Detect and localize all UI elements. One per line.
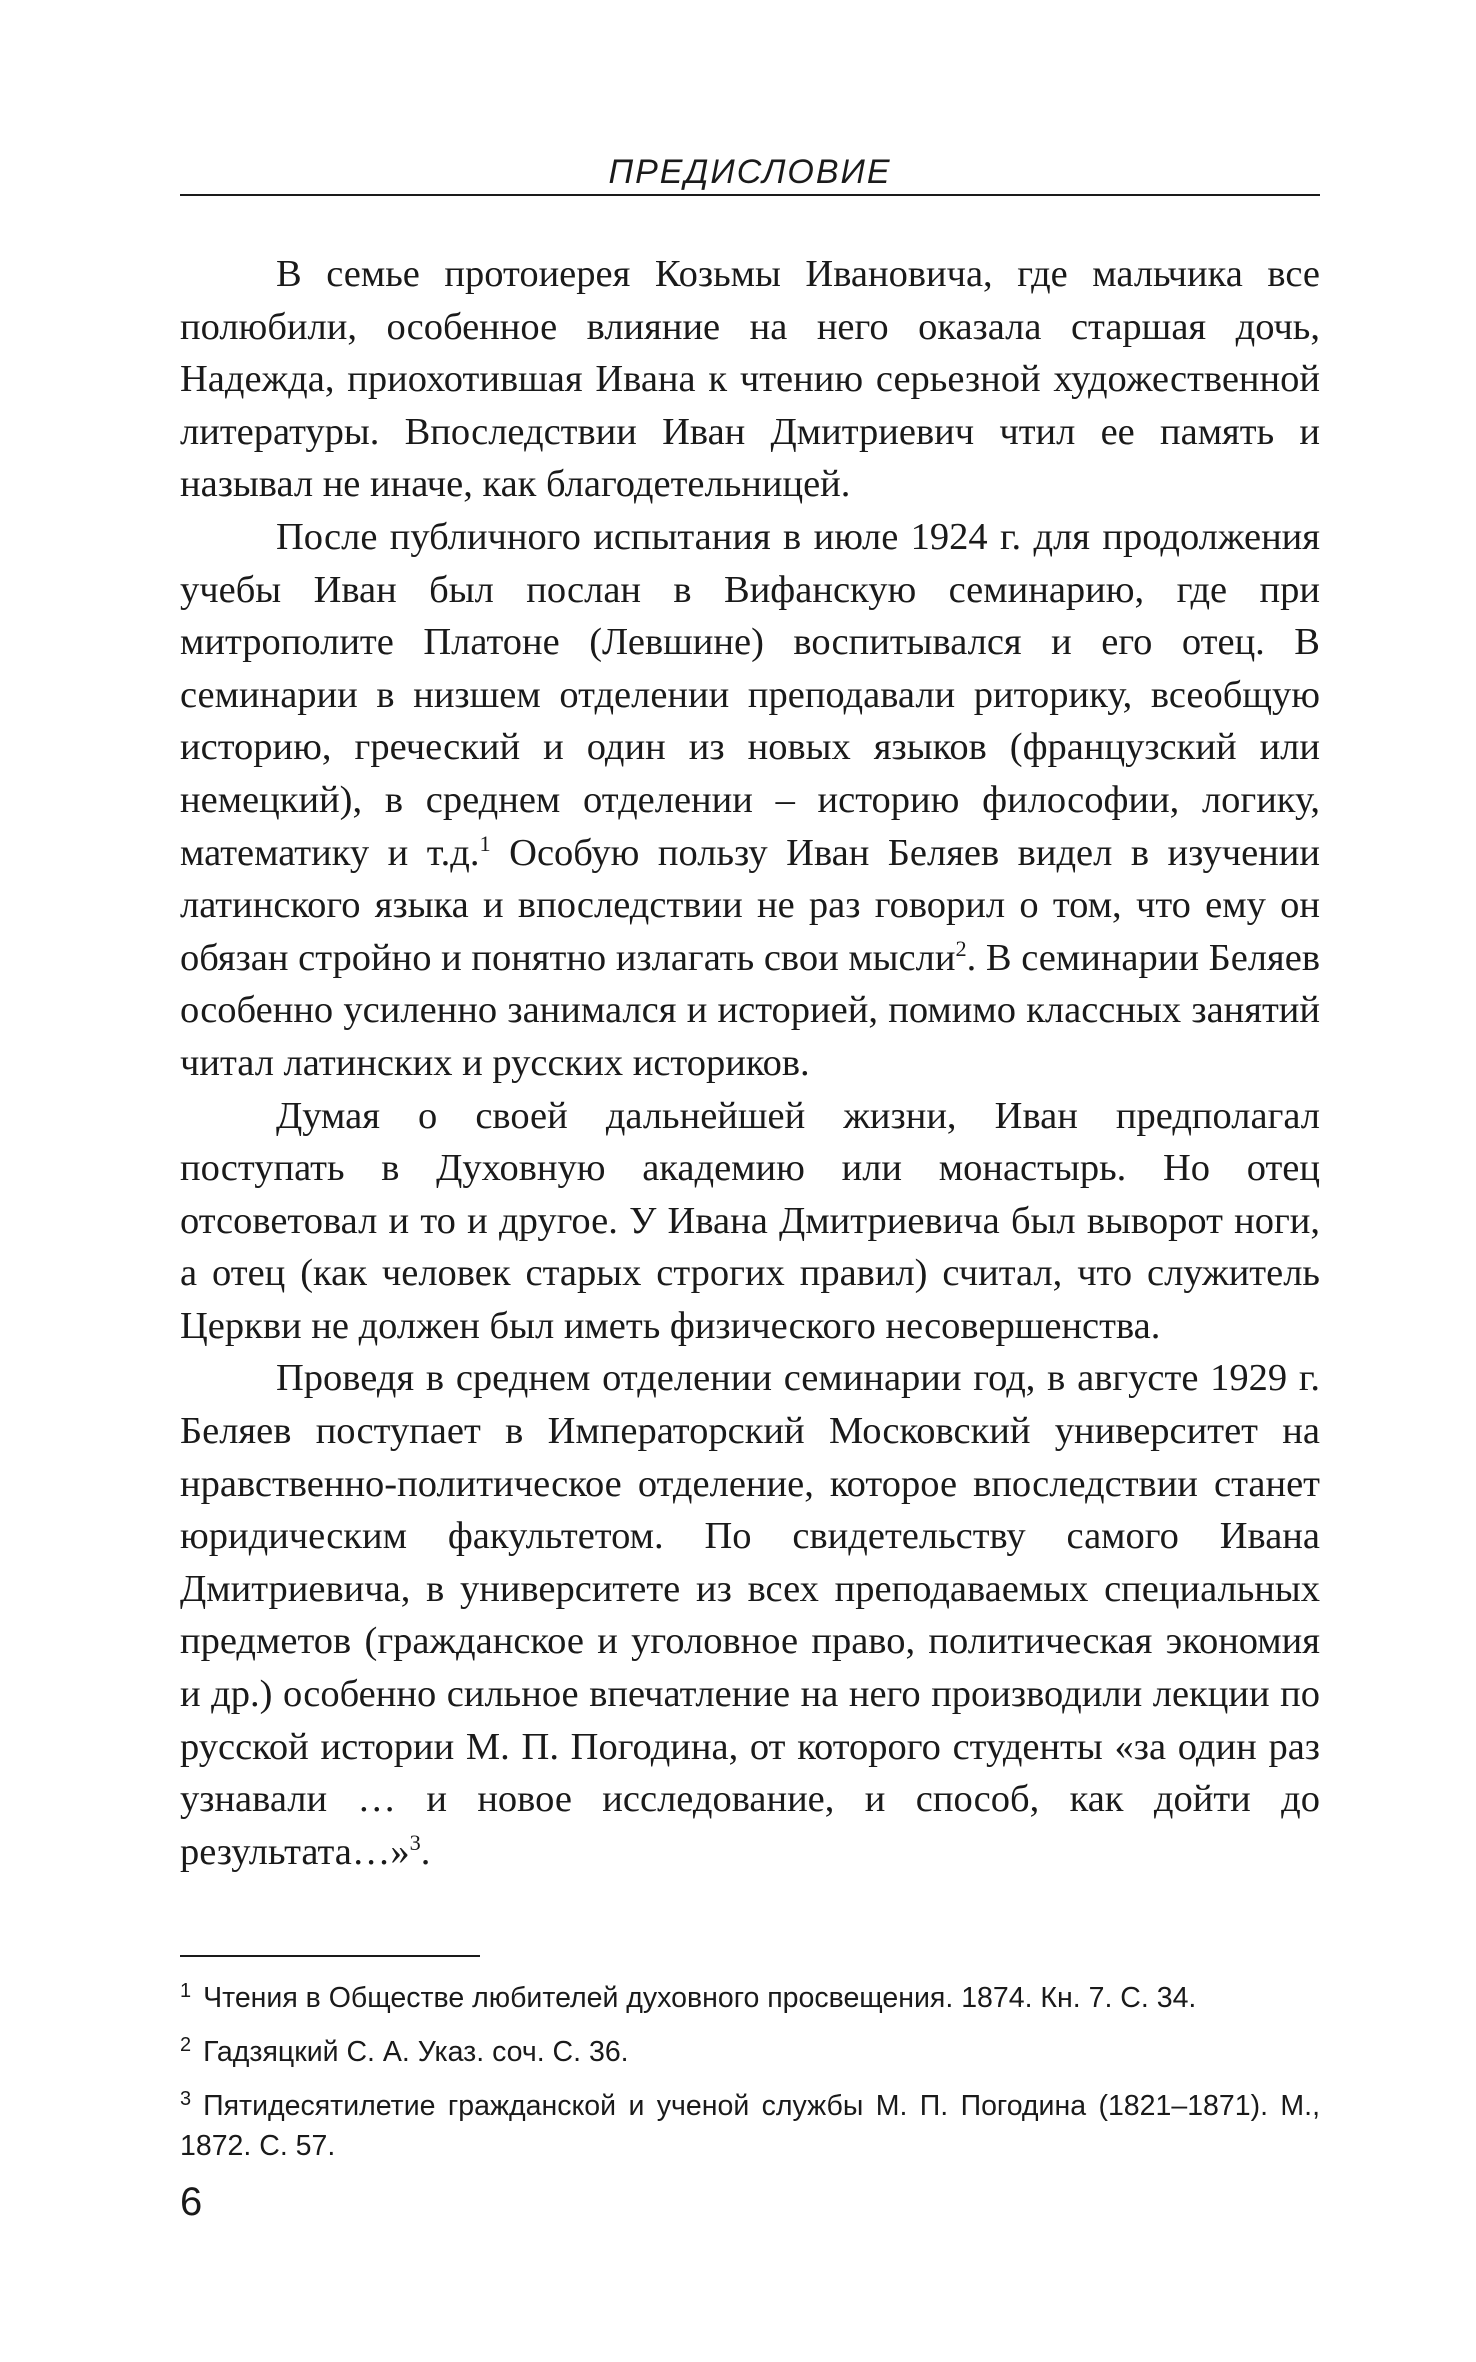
paragraph-4-end: . — [420, 1830, 431, 1873]
running-head: ПРЕДИСЛОВИЕ — [608, 153, 892, 191]
paragraph-2-text-b: Особую пользу Иван Беляев видел в изучении латинского языка и впоследствии не раз говорил о том, что ему он обязан стройно и понятно излагать свои мысли — [180, 831, 1320, 979]
paragraph-3 — [180, 1090, 1320, 1353]
footnote-ref-2: 2 — [955, 935, 967, 961]
footnote-ref-1: 1 — [479, 830, 491, 856]
header-rule — [180, 194, 1320, 196]
footnote-2 — [180, 2032, 1320, 2072]
footnote-3-number: 3 — [180, 2087, 192, 2110]
footnote-1-text: Чтения в Обществе любителей духовного просвещения. 1874. Кн. 7. С. 34. — [203, 1982, 1197, 2014]
footnotes — [180, 1978, 1320, 2180]
paragraph-2 — [180, 511, 1320, 1090]
paragraph-1 — [180, 248, 1320, 511]
paragraph-3-text: Думая о своей дальнейшей жизни, Иван предполагал поступать в Духовную академию или монастырь. Но отец отсоветовал и то и другое. У Ивана Дмитриевича был выворот ноги, а отец (как человек старых строгих правил) считал, что служитель Церкви не должен был иметь физического несовершенства. — [180, 1094, 1320, 1347]
paragraph-4-text: Проведя в среднем отделении семинарии год, в августе 1929 г. Беляев поступает в Императорский Московский университет на нравственно-политическое отделение, которое впоследствии станет юридическим факультетом. По свидетельству самого Ивана Дмитриевича, в университете из всех преподаваемых специальных предметов (гражданское и уголовное право, политическая экономия и др.) особенно сильное впечатление на него производили лекции по русской истории М. П. Погодина, от которого студенты «за один раз узнавали … и новое исследование, и способ, как дойти до результата…» — [180, 1357, 1320, 1873]
footnote-1-number: 1 — [180, 1979, 192, 2002]
paragraph-2-text-c: . В семинарии Беляев особенно усиленно занимался и историей, помимо классных занятий читал латинских и русских историков. — [180, 936, 1320, 1084]
paragraph-1-text: В семье протоиерея Козьмы Ивановича, где мальчика все полюбили, особенное влияние на него оказала старшая дочь, Надежда, приохотившая Ивана к чтению серьезной художественной литературы. Впоследствии Иван Дмитриевич чтил ее память и называл не иначе, как благодетельницей. — [180, 253, 1320, 506]
footnote-3 — [180, 2086, 1320, 2166]
paragraph-4 — [180, 1352, 1320, 1878]
footnote-2-text: Гадзяцкий С. А. Указ. соч. С. 36. — [203, 2036, 629, 2068]
body-text — [180, 248, 1320, 1878]
footnote-2-number: 2 — [180, 2033, 192, 2056]
page-number: 6 — [180, 2180, 203, 2224]
footnote-1 — [180, 1978, 1320, 2018]
footnote-rule — [180, 1955, 480, 1957]
footnote-3-text: Пятидесятилетие гражданской и ученой службы М. П. Погодина (1821–1871). М., 1872. С. 57. — [180, 2090, 1320, 2162]
paragraph-2-text-a: После публичного испытания в июле 1924 г. для продолжения учебы Иван был послан в Вифанскую семинарию, где при митрополите Платоне (Левшине) воспитывался и его отец. В семинарии в низшем отделении преподавали риторику, всеобщую историю, греческий и один из новых языков (французский или немецкий), в среднем отделении – историю философии, логику, математику и т.д. — [180, 515, 1320, 874]
footnote-ref-3: 3 — [409, 1829, 421, 1855]
